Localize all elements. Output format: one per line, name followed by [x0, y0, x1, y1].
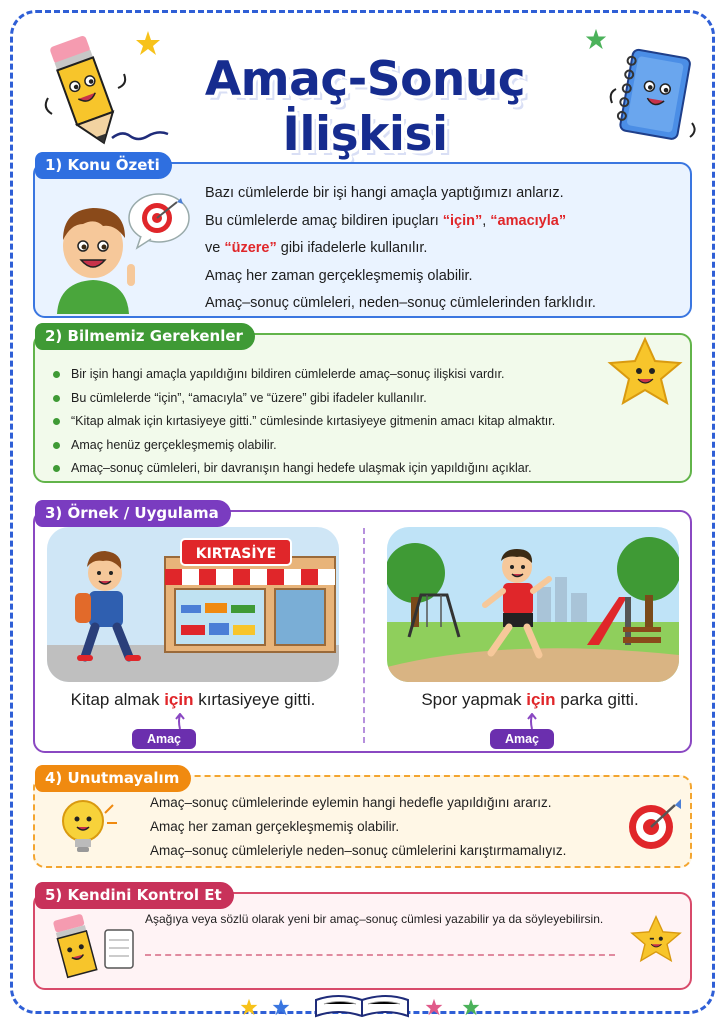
text: Kitap almak: [70, 690, 165, 709]
example-divider: [363, 528, 365, 743]
park-illustration: [387, 527, 679, 682]
summary-line: Amaç her zaman gerçekleşmemiş olabilir.: [205, 267, 473, 284]
arrow-up-icon: [174, 713, 186, 729]
summary-line: [205, 208, 685, 236]
lightbulb-icon: [53, 793, 123, 863]
star-icon: [585, 28, 607, 50]
section-self-check: [33, 886, 692, 990]
summary-line: [205, 235, 685, 263]
remember-line: Amaç–sonuç cümleleriyle neden–sonuç cümlelerini karıştırmamalıyız.: [150, 843, 567, 858]
remember-lines: [150, 791, 620, 863]
summary-line: Bazı cümlelerde bir işi hangi amaçla yaptığımızı anlarız.: [205, 185, 564, 201]
shop-sign: KIRTASİYE: [195, 546, 277, 562]
list-item: Amaç henüz gerçekleşmemiş olabilir.: [53, 434, 613, 458]
summary-line: Amaç–sonuç cümleleri, neden–sonuç cümlelerinden farklıdır.: [205, 295, 596, 311]
star-icon: [425, 998, 443, 1016]
example-sentence-2: [380, 690, 680, 710]
text: parka gitti.: [555, 690, 639, 709]
text: ,: [482, 212, 491, 229]
notebook-mascot-icon: [608, 45, 698, 145]
target-icon: [127, 192, 191, 250]
list-item: “Kitap almak için kırtasiyeye gitti.” cümlesinde kırtasiyeye gitmenin amacı kitap almaktır.: [53, 410, 613, 434]
list-item: Bu cümlelerde “için”, “amacıyla” ve “üzere” gibi ifadeler kullanılır.: [53, 387, 613, 411]
text: Spor yapmak: [421, 690, 527, 709]
star-icon: [272, 998, 290, 1016]
summary-lines: [205, 180, 685, 318]
list-item: Amaç–sonuç cümleleri, bir davranışın hangi hedefe ulaşmak için yapıldığını açıklar.: [53, 457, 613, 481]
arrow-up-icon: [526, 713, 538, 729]
keyword: “üzere”: [224, 240, 277, 256]
star-icon: [462, 998, 480, 1016]
book-icon: [312, 990, 412, 1020]
keyword: “amacıyla”: [490, 212, 567, 229]
keyword: “için”: [442, 212, 483, 229]
page-title: Amaç-Sonuç İlişkisi: [204, 52, 526, 162]
section-topic-summary: [33, 156, 692, 318]
section-header: 3) Örnek / Uygulama: [35, 500, 231, 527]
stationery-shop-illustration: [47, 527, 339, 682]
remember-line: Amaç her zaman gerçekleşmemiş olabilir.: [150, 819, 400, 834]
list-item: Bir işin hangi amaçla yapıldığını bildiren cümlelerde amaç–sonuç ilişkisi vardır.: [53, 363, 613, 387]
goal-tag: Amaç: [490, 729, 554, 749]
self-check-instruction: Aşağıya veya sözlü olarak yeni bir amaç–sonuç cümlesi yazabilir ya da söyleyebilirsin.: [145, 912, 604, 926]
section-header: 1) Konu Özeti: [35, 152, 172, 179]
star-mascot-icon: [600, 335, 690, 405]
star-mascot-icon: [625, 908, 687, 968]
section-header: 2) Bilmemiz Gerekenler: [35, 323, 255, 350]
remember-line: Amaç–sonuç cümlelerinde eylemin hangi hedefle yapıldığını ararız.: [150, 795, 552, 810]
keyword: için: [164, 690, 194, 709]
example-sentence-1: [43, 690, 343, 710]
pencil-mascot-icon: [47, 910, 137, 988]
text: ve: [205, 240, 225, 256]
target-icon: [623, 795, 683, 855]
section-header: 4) Unutmayalım: [35, 765, 191, 792]
keyword: için: [526, 690, 556, 709]
answer-line[interactable]: [145, 954, 615, 956]
text: gibi ifadelerle kullanılır.: [276, 240, 428, 256]
section-header: 5) Kendini Kontrol Et: [35, 882, 234, 909]
star-icon: [240, 998, 258, 1016]
text: Bu cümlelerde amaç bildiren ipuçları: [205, 212, 443, 229]
section-must-know: [33, 327, 692, 483]
section-remember: [33, 769, 692, 868]
goal-tag: Amaç: [132, 729, 196, 749]
must-know-list: [53, 363, 613, 481]
text: kırtasiyeye gitti.: [193, 690, 316, 709]
section-example: [33, 504, 692, 753]
